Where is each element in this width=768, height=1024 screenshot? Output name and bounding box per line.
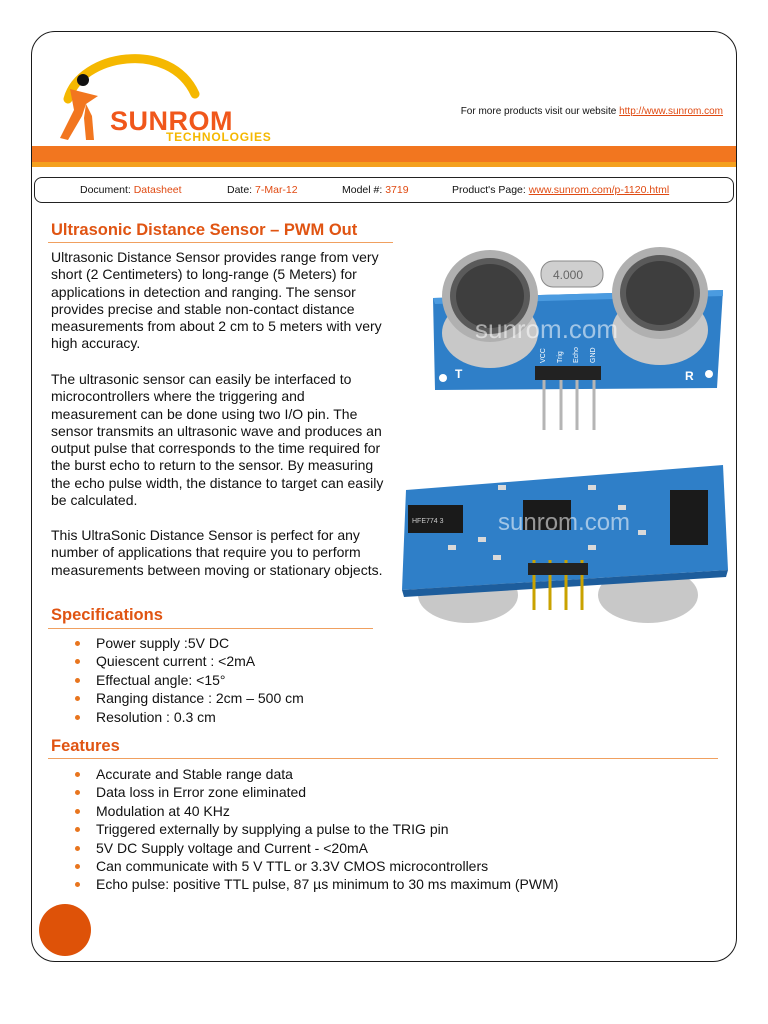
sensor-front-photo — [405, 238, 735, 438]
meta-document-value: Datasheet — [133, 184, 182, 196]
list-item: Resolution : 0.3 cm — [51, 708, 304, 726]
r-label: R — [685, 369, 694, 383]
meta-date — [227, 184, 298, 196]
list-item: Effectual angle: <15° — [51, 671, 304, 689]
website-note — [461, 106, 723, 117]
list-item: Modulation at 40 KHz — [51, 802, 558, 820]
meta-product-label: Product's Page: — [452, 184, 529, 196]
pin-label-vcc: VCC — [540, 348, 547, 363]
intro-paragraph-1: Ultrasonic Distance Sensor provides range from very short (2 Centimeters) to long-range (5 Meters) for applications in detection and ranging. The sensor provides precise and stable non-contact distance measurements from about 2 cm to 5 meters with very high accuracy. — [51, 249, 382, 352]
header-band-accent — [32, 162, 736, 167]
intro-paragraph-3: This UltraSonic Distance Sensor is perfect for any number of applications that require you to perform measurements between moving or stationary objects. — [51, 527, 383, 578]
meta-date-value: 7-Mar-12 — [255, 184, 298, 196]
features-list — [51, 765, 558, 894]
meta-date-label: Date: — [227, 184, 256, 196]
list-item: Power supply :5V DC — [51, 634, 304, 652]
t-label: T — [455, 367, 463, 381]
transmitter-transducer — [442, 250, 538, 368]
logo-subtitle: TECHNOLOGIES — [166, 130, 272, 144]
list-item: Echo pulse: positive TTL pulse, 87 µs minimum to 30 ms maximum (PWM) — [51, 875, 558, 893]
logo-wordmark: SUNROM — [110, 106, 233, 136]
list-item: Ranging distance : 2cm – 500 cm — [51, 689, 304, 707]
meta-model — [342, 184, 409, 196]
list-item: Can communicate with 5 V TTL or 3.3V CMOS microcontrollers — [51, 857, 558, 875]
watermark-back: sunrom.com — [498, 509, 631, 536]
meta-document-label: Document: — [80, 184, 134, 196]
features-rule — [48, 758, 718, 759]
website-note-text: For more products visit our website — [460, 106, 620, 117]
page-corner-circle — [39, 904, 91, 956]
website-link[interactable]: http://www.sunrom.com — [619, 106, 723, 117]
crystal-label: 4.000 — [553, 268, 584, 282]
sensor-back-photo — [388, 445, 735, 640]
header-band — [32, 146, 736, 162]
title-rule — [48, 242, 393, 243]
features-heading: Features — [51, 737, 120, 755]
list-item: Accurate and Stable range data — [51, 765, 558, 783]
specifications-list — [51, 634, 304, 726]
pin-label-echo: Echo — [573, 347, 580, 363]
document-meta-bar — [34, 177, 734, 203]
list-item: Data loss in Error zone eliminated — [51, 783, 558, 801]
list-item: Quiescent current : <2mA — [51, 652, 304, 670]
list-item: 5V DC Supply voltage and Current - <20mA — [51, 839, 558, 857]
receiver-transducer — [612, 247, 708, 365]
pin-label-trig: Trig — [557, 351, 564, 363]
meta-document — [80, 184, 182, 196]
meta-model-value: 3719 — [385, 184, 409, 196]
intro-paragraph-2: The ultrasonic sensor can easily be interfaced to microcontrollers where the triggering and measurement can be done using two I/O pin. The sensor transmits an ultrasonic wave and produces an output pulse that corresponds to the time required for the burst echo to return to the sensor. By measuring the echo pulse width, the distance to target can easily be calculated. — [51, 371, 384, 509]
meta-product — [452, 184, 669, 196]
specifications-heading: Specifications — [51, 606, 163, 624]
chip-label: HFE774 3 — [412, 518, 444, 525]
watermark: sunrom.com — [475, 314, 619, 344]
product-page-link[interactable]: www.sunrom.com/p-1120.html — [528, 184, 670, 196]
pin-label-gnd: GND — [590, 347, 597, 363]
ic-chip-right — [670, 490, 708, 545]
product-title: Ultrasonic Distance Sensor – PWM Out — [51, 221, 358, 239]
specifications-rule — [48, 628, 373, 629]
list-item: Triggered externally by supplying a pulse to the TRIG pin — [51, 820, 558, 838]
meta-model-label: Model #: — [342, 184, 386, 196]
